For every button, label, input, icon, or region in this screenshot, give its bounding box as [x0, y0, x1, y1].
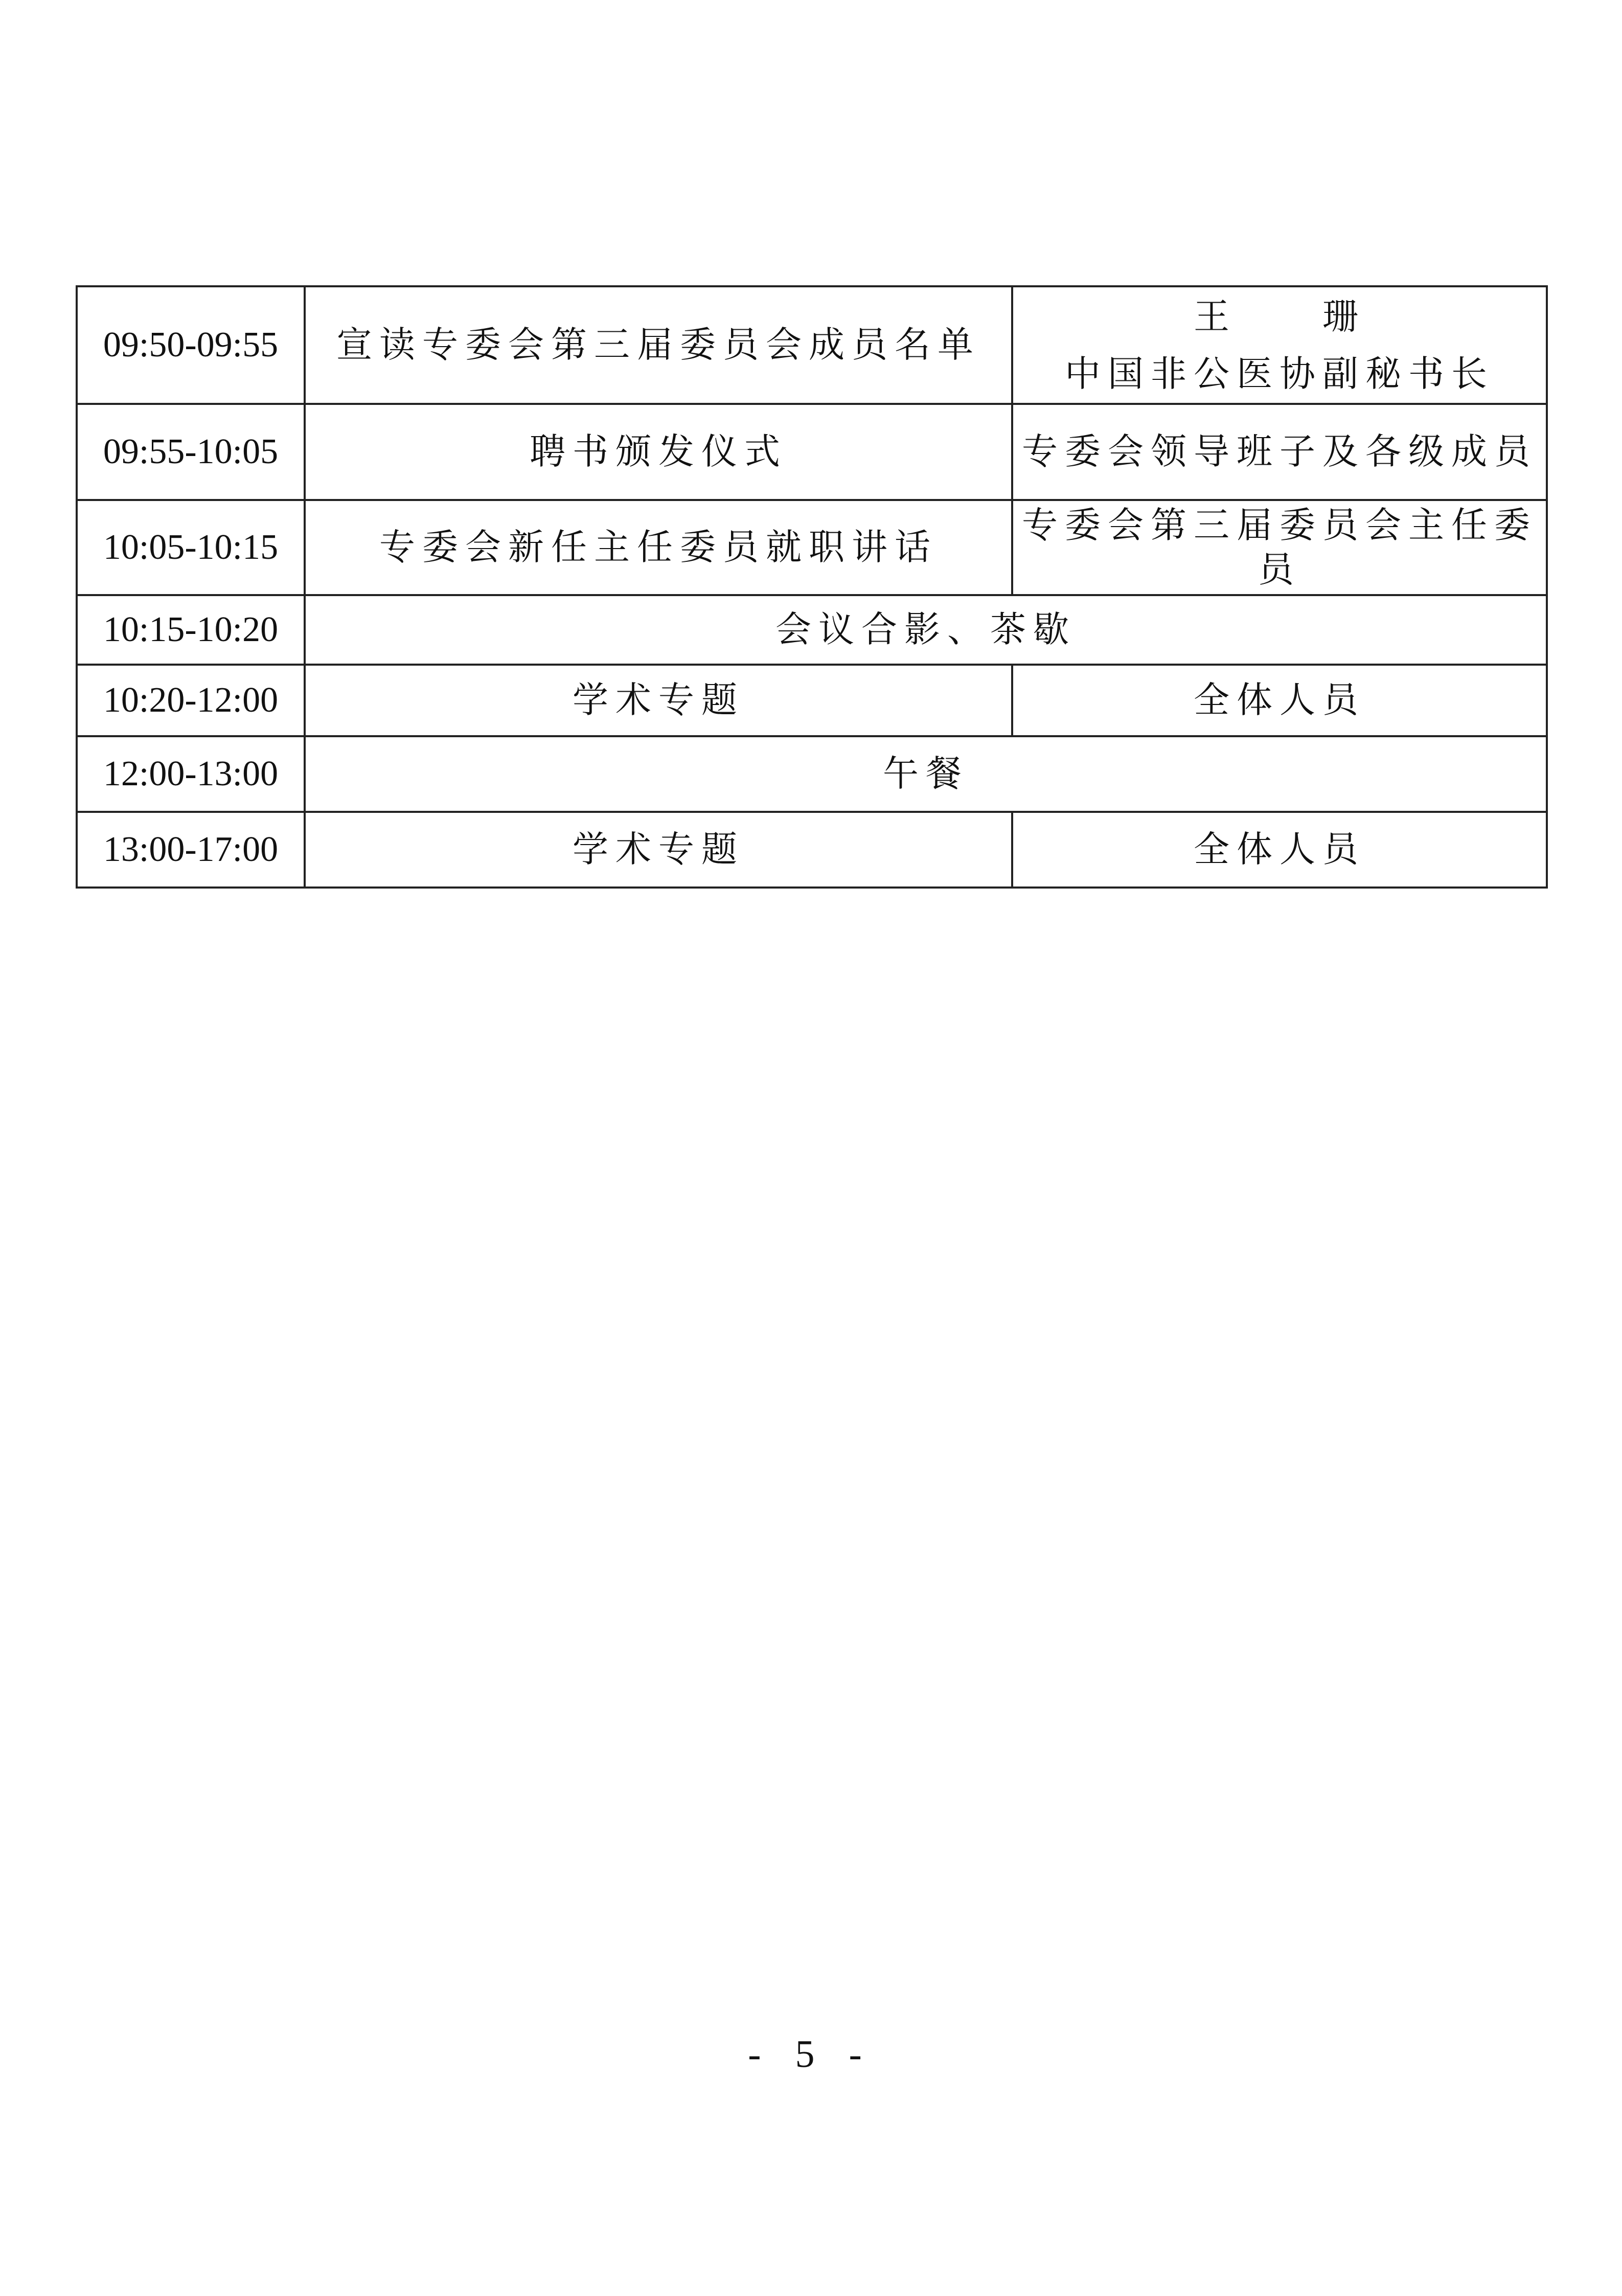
table-row — [77, 500, 1547, 595]
person-cell — [1012, 286, 1547, 404]
item-cell: 聘书颁发仪式 — [305, 404, 1012, 500]
time-cell: 09:55-10:05 — [77, 404, 305, 500]
table-row — [77, 595, 1547, 665]
table-row — [77, 736, 1547, 812]
item-cell: 学术专题 — [305, 812, 1012, 888]
item-cell: 宣读专委会第三届委员会成员名单 — [305, 286, 1012, 404]
time-cell: 12:00-13:00 — [77, 736, 305, 812]
person-cell: 专委会第三届委员会主任委员 — [1012, 500, 1547, 595]
time-cell: 10:20-12:00 — [77, 665, 305, 736]
table-row — [77, 286, 1547, 404]
item-cell: 学术专题 — [305, 665, 1012, 736]
table-row — [77, 404, 1547, 500]
time-cell: 13:00-17:00 — [77, 812, 305, 888]
item-cell: 专委会新任主任委员就职讲话 — [305, 500, 1012, 595]
table-row — [77, 812, 1547, 888]
page-number: - 5 - — [748, 2033, 874, 2076]
person-cell: 全体人员 — [1012, 665, 1547, 736]
person-stack — [1013, 288, 1546, 402]
table-row — [77, 665, 1547, 736]
time-cell: 09:50-09:55 — [77, 286, 305, 404]
item-cell-merged: 午餐 — [305, 736, 1547, 812]
item-cell-merged: 会议合影、茶歇 — [305, 595, 1547, 665]
time-cell: 10:15-10:20 — [77, 595, 305, 665]
person-cell: 全体人员 — [1012, 812, 1547, 888]
schedule-table — [76, 285, 1548, 889]
person-title: 中国非公医协副秘书长 — [1065, 353, 1494, 395]
time-cell: 10:05-10:15 — [77, 500, 305, 595]
person-cell: 专委会领导班子及各级成员 — [1012, 404, 1547, 500]
person-name: 王 珊 — [1194, 295, 1365, 337]
